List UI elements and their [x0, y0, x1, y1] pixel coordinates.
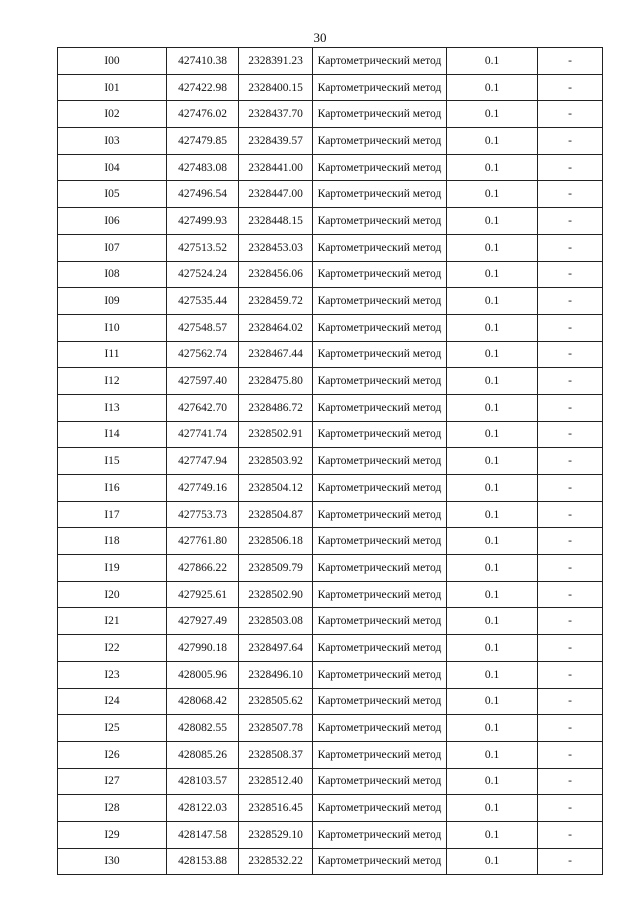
note-cell: - — [538, 128, 603, 155]
y-coordinate-cell: 2328496.10 — [239, 661, 313, 688]
method-cell: Картометрический метод — [313, 288, 447, 315]
method-cell: Картометрический метод — [313, 741, 447, 768]
accuracy-cell: 0.1 — [447, 608, 538, 635]
accuracy-cell: 0.1 — [447, 314, 538, 341]
x-coordinate-cell: 427479.85 — [167, 128, 239, 155]
y-coordinate-cell: 2328467.44 — [239, 341, 313, 368]
accuracy-cell: 0.1 — [447, 181, 538, 208]
point-id-cell: I29 — [58, 821, 167, 848]
x-coordinate-cell: 427422.98 — [167, 74, 239, 101]
coordinates-table — [57, 47, 603, 875]
y-coordinate-cell: 2328504.87 — [239, 501, 313, 528]
y-coordinate-cell: 2328437.70 — [239, 101, 313, 128]
x-coordinate-cell: 428082.55 — [167, 715, 239, 742]
table-row — [58, 341, 603, 368]
point-id-cell: I21 — [58, 608, 167, 635]
x-coordinate-cell: 427753.73 — [167, 501, 239, 528]
y-coordinate-cell: 2328453.03 — [239, 234, 313, 261]
note-cell: - — [538, 715, 603, 742]
note-cell: - — [538, 688, 603, 715]
note-cell: - — [538, 208, 603, 235]
point-id-cell: I25 — [58, 715, 167, 742]
y-coordinate-cell: 2328475.80 — [239, 368, 313, 395]
accuracy-cell: 0.1 — [447, 715, 538, 742]
method-cell: Картометрический метод — [313, 368, 447, 395]
point-id-cell: I22 — [58, 635, 167, 662]
note-cell: - — [538, 821, 603, 848]
coordinates-table-body — [58, 48, 603, 875]
accuracy-cell: 0.1 — [447, 448, 538, 475]
method-cell: Картометрический метод — [313, 768, 447, 795]
method-cell: Картометрический метод — [313, 341, 447, 368]
method-cell: Картометрический метод — [313, 715, 447, 742]
method-cell: Картометрический метод — [313, 635, 447, 662]
y-coordinate-cell: 2328486.72 — [239, 394, 313, 421]
method-cell: Картометрический метод — [313, 795, 447, 822]
point-id-cell: I16 — [58, 475, 167, 502]
note-cell: - — [538, 555, 603, 582]
x-coordinate-cell: 427410.38 — [167, 48, 239, 75]
x-coordinate-cell: 427749.16 — [167, 475, 239, 502]
method-cell: Картометрический метод — [313, 394, 447, 421]
note-cell: - — [538, 368, 603, 395]
table-row — [58, 208, 603, 235]
x-coordinate-cell: 427535.44 — [167, 288, 239, 315]
method-cell: Картометрический метод — [313, 688, 447, 715]
accuracy-cell: 0.1 — [447, 501, 538, 528]
point-id-cell: I26 — [58, 741, 167, 768]
note-cell: - — [538, 448, 603, 475]
accuracy-cell: 0.1 — [447, 368, 538, 395]
note-cell: - — [538, 421, 603, 448]
x-coordinate-cell: 428103.57 — [167, 768, 239, 795]
accuracy-cell: 0.1 — [447, 261, 538, 288]
y-coordinate-cell: 2328448.15 — [239, 208, 313, 235]
point-id-cell: I14 — [58, 421, 167, 448]
note-cell: - — [538, 154, 603, 181]
table-row — [58, 795, 603, 822]
method-cell: Картометрический метод — [313, 501, 447, 528]
point-id-cell: I06 — [58, 208, 167, 235]
point-id-cell: I07 — [58, 234, 167, 261]
table-row — [58, 154, 603, 181]
note-cell: - — [538, 288, 603, 315]
note-cell: - — [538, 741, 603, 768]
method-cell: Картометрический метод — [313, 314, 447, 341]
note-cell: - — [538, 528, 603, 555]
x-coordinate-cell: 427483.08 — [167, 154, 239, 181]
table-row — [58, 314, 603, 341]
x-coordinate-cell: 428153.88 — [167, 848, 239, 875]
y-coordinate-cell: 2328502.90 — [239, 581, 313, 608]
table-row — [58, 128, 603, 155]
x-coordinate-cell: 427741.74 — [167, 421, 239, 448]
note-cell: - — [538, 795, 603, 822]
note-cell: - — [538, 101, 603, 128]
page-number: 30 — [313, 30, 327, 45]
point-id-cell: I00 — [58, 48, 167, 75]
point-id-cell: I27 — [58, 768, 167, 795]
table-row — [58, 288, 603, 315]
table-row — [58, 581, 603, 608]
accuracy-cell: 0.1 — [447, 581, 538, 608]
y-coordinate-cell: 2328516.45 — [239, 795, 313, 822]
table-row — [58, 608, 603, 635]
table-row — [58, 101, 603, 128]
point-id-cell: I15 — [58, 448, 167, 475]
method-cell: Картометрический метод — [313, 661, 447, 688]
table-row — [58, 715, 603, 742]
point-id-cell: I11 — [58, 341, 167, 368]
method-cell: Картометрический метод — [313, 128, 447, 155]
table-row — [58, 421, 603, 448]
note-cell: - — [538, 768, 603, 795]
table-row — [58, 555, 603, 582]
y-coordinate-cell: 2328508.37 — [239, 741, 313, 768]
x-coordinate-cell: 428085.26 — [167, 741, 239, 768]
y-coordinate-cell: 2328464.02 — [239, 314, 313, 341]
table-row — [58, 501, 603, 528]
accuracy-cell: 0.1 — [447, 74, 538, 101]
table-row — [58, 528, 603, 555]
table-row — [58, 394, 603, 421]
x-coordinate-cell: 427548.57 — [167, 314, 239, 341]
point-id-cell: I02 — [58, 101, 167, 128]
y-coordinate-cell: 2328400.15 — [239, 74, 313, 101]
method-cell: Картометрический метод — [313, 528, 447, 555]
table-row — [58, 261, 603, 288]
point-id-cell: I03 — [58, 128, 167, 155]
note-cell: - — [538, 635, 603, 662]
note-cell: - — [538, 261, 603, 288]
point-id-cell: I13 — [58, 394, 167, 421]
point-id-cell: I17 — [58, 501, 167, 528]
x-coordinate-cell: 427513.52 — [167, 234, 239, 261]
x-coordinate-cell: 427496.54 — [167, 181, 239, 208]
table-row — [58, 635, 603, 662]
table-row — [58, 74, 603, 101]
y-coordinate-cell: 2328505.62 — [239, 688, 313, 715]
note-cell: - — [538, 181, 603, 208]
note-cell: - — [538, 608, 603, 635]
method-cell: Картометрический метод — [313, 608, 447, 635]
y-coordinate-cell: 2328509.79 — [239, 555, 313, 582]
point-id-cell: I08 — [58, 261, 167, 288]
table-row — [58, 661, 603, 688]
y-coordinate-cell: 2328447.00 — [239, 181, 313, 208]
y-coordinate-cell: 2328497.64 — [239, 635, 313, 662]
table-row — [58, 821, 603, 848]
accuracy-cell: 0.1 — [447, 821, 538, 848]
note-cell: - — [538, 394, 603, 421]
method-cell: Картометрический метод — [313, 448, 447, 475]
point-id-cell: I05 — [58, 181, 167, 208]
x-coordinate-cell: 427642.70 — [167, 394, 239, 421]
y-coordinate-cell: 2328439.57 — [239, 128, 313, 155]
method-cell: Картометрический метод — [313, 848, 447, 875]
method-cell: Картометрический метод — [313, 234, 447, 261]
y-coordinate-cell: 2328532.22 — [239, 848, 313, 875]
point-id-cell: I30 — [58, 848, 167, 875]
method-cell: Картометрический метод — [313, 181, 447, 208]
y-coordinate-cell: 2328503.92 — [239, 448, 313, 475]
accuracy-cell: 0.1 — [447, 154, 538, 181]
x-coordinate-cell: 427761.80 — [167, 528, 239, 555]
point-id-cell: I19 — [58, 555, 167, 582]
y-coordinate-cell: 2328441.00 — [239, 154, 313, 181]
accuracy-cell: 0.1 — [447, 341, 538, 368]
accuracy-cell: 0.1 — [447, 234, 538, 261]
accuracy-cell: 0.1 — [447, 741, 538, 768]
method-cell: Картометрический метод — [313, 101, 447, 128]
accuracy-cell: 0.1 — [447, 101, 538, 128]
point-id-cell: I12 — [58, 368, 167, 395]
note-cell: - — [538, 48, 603, 75]
accuracy-cell: 0.1 — [447, 475, 538, 502]
accuracy-cell: 0.1 — [447, 661, 538, 688]
y-coordinate-cell: 2328506.18 — [239, 528, 313, 555]
method-cell: Картометрический метод — [313, 821, 447, 848]
table-row — [58, 848, 603, 875]
x-coordinate-cell: 428122.03 — [167, 795, 239, 822]
accuracy-cell: 0.1 — [447, 421, 538, 448]
accuracy-cell: 0.1 — [447, 848, 538, 875]
note-cell: - — [538, 475, 603, 502]
point-id-cell: I23 — [58, 661, 167, 688]
x-coordinate-cell: 427597.40 — [167, 368, 239, 395]
note-cell: - — [538, 234, 603, 261]
note-cell: - — [538, 581, 603, 608]
y-coordinate-cell: 2328459.72 — [239, 288, 313, 315]
accuracy-cell: 0.1 — [447, 128, 538, 155]
y-coordinate-cell: 2328529.10 — [239, 821, 313, 848]
point-id-cell: I18 — [58, 528, 167, 555]
accuracy-cell: 0.1 — [447, 795, 538, 822]
accuracy-cell: 0.1 — [447, 635, 538, 662]
note-cell: - — [538, 341, 603, 368]
accuracy-cell: 0.1 — [447, 555, 538, 582]
accuracy-cell: 0.1 — [447, 208, 538, 235]
accuracy-cell: 0.1 — [447, 48, 538, 75]
note-cell: - — [538, 501, 603, 528]
method-cell: Картометрический метод — [313, 475, 447, 502]
y-coordinate-cell: 2328391.23 — [239, 48, 313, 75]
y-coordinate-cell: 2328504.12 — [239, 475, 313, 502]
accuracy-cell: 0.1 — [447, 768, 538, 795]
table-row — [58, 475, 603, 502]
method-cell: Картометрический метод — [313, 421, 447, 448]
y-coordinate-cell: 2328512.40 — [239, 768, 313, 795]
method-cell: Картометрический метод — [313, 74, 447, 101]
point-id-cell: I10 — [58, 314, 167, 341]
x-coordinate-cell: 427747.94 — [167, 448, 239, 475]
x-coordinate-cell: 427990.18 — [167, 635, 239, 662]
accuracy-cell: 0.1 — [447, 288, 538, 315]
method-cell: Картометрический метод — [313, 555, 447, 582]
table-row — [58, 768, 603, 795]
table-row — [58, 688, 603, 715]
accuracy-cell: 0.1 — [447, 394, 538, 421]
x-coordinate-cell: 427499.93 — [167, 208, 239, 235]
y-coordinate-cell: 2328507.78 — [239, 715, 313, 742]
note-cell: - — [538, 661, 603, 688]
table-row — [58, 448, 603, 475]
accuracy-cell: 0.1 — [447, 528, 538, 555]
method-cell: Картометрический метод — [313, 48, 447, 75]
y-coordinate-cell: 2328503.08 — [239, 608, 313, 635]
x-coordinate-cell: 427524.24 — [167, 261, 239, 288]
method-cell: Картометрический метод — [313, 154, 447, 181]
x-coordinate-cell: 427562.74 — [167, 341, 239, 368]
x-coordinate-cell: 427476.02 — [167, 101, 239, 128]
point-id-cell: I01 — [58, 74, 167, 101]
x-coordinate-cell: 427927.49 — [167, 608, 239, 635]
accuracy-cell: 0.1 — [447, 688, 538, 715]
y-coordinate-cell: 2328502.91 — [239, 421, 313, 448]
method-cell: Картометрический метод — [313, 261, 447, 288]
method-cell: Картометрический метод — [313, 208, 447, 235]
x-coordinate-cell: 428005.96 — [167, 661, 239, 688]
point-id-cell: I28 — [58, 795, 167, 822]
point-id-cell: I09 — [58, 288, 167, 315]
table-row — [58, 48, 603, 75]
point-id-cell: I24 — [58, 688, 167, 715]
x-coordinate-cell: 427925.61 — [167, 581, 239, 608]
y-coordinate-cell: 2328456.06 — [239, 261, 313, 288]
table-row — [58, 741, 603, 768]
x-coordinate-cell: 428068.42 — [167, 688, 239, 715]
method-cell: Картометрический метод — [313, 581, 447, 608]
table-row — [58, 368, 603, 395]
table-row — [58, 181, 603, 208]
note-cell: - — [538, 848, 603, 875]
table-row — [58, 234, 603, 261]
x-coordinate-cell: 427866.22 — [167, 555, 239, 582]
x-coordinate-cell: 428147.58 — [167, 821, 239, 848]
note-cell: - — [538, 74, 603, 101]
point-id-cell: I20 — [58, 581, 167, 608]
note-cell: - — [538, 314, 603, 341]
point-id-cell: I04 — [58, 154, 167, 181]
